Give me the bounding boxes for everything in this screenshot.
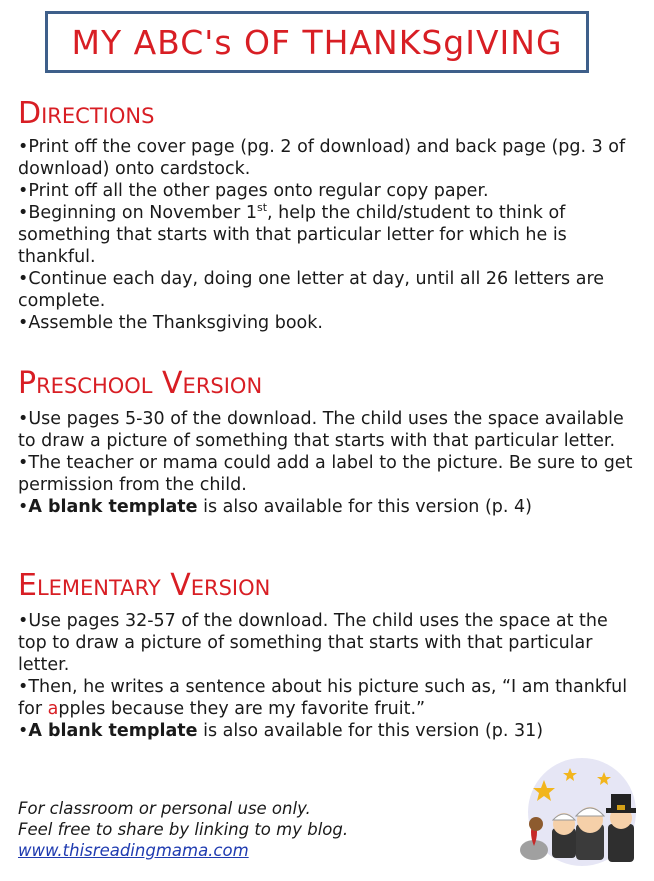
elementary-item-1: •Use pages 32-57 of the download. The child uses the space at the top to draw a picture of something that starts with that particular letter. — [18, 611, 608, 675]
preschool-list — [18, 408, 638, 518]
footer-line-2: Feel free to share by linking to my blog. — [18, 820, 349, 839]
directions-item-5: •Assemble the Thanksgiving book. — [18, 313, 323, 333]
preschool-item-2: •The teacher or mama could add a label to the picture. Be sure to get permission from the child. — [18, 453, 633, 495]
thanksgiving-pilgrims-illustration — [512, 758, 648, 870]
directions-item-4: •Continue each day, doing one letter at day, until all 26 letters are complete. — [18, 269, 605, 311]
blog-link[interactable]: www.thisreadingmama.com — [18, 841, 249, 860]
preschool-item-3: •A blank template is also available for this version (p. 4) — [18, 497, 532, 517]
elementary-item-2: •Then, he writes a sentence about his picture such as, “I am thankful for apples because they are my favorite fruit.” — [18, 677, 628, 719]
directions-list — [18, 136, 638, 334]
directions-heading: Directions — [18, 96, 155, 131]
page-title: MY ABC's OF THANKSgIVING — [71, 22, 563, 62]
elementary-heading: Elementary Version — [18, 568, 271, 603]
elementary-list — [18, 610, 638, 742]
elementary-item-3: •A blank template is also available for this version (p. 31) — [18, 721, 544, 741]
preschool-section — [18, 366, 638, 518]
preschool-heading: Preschool Version — [18, 366, 263, 401]
directions-section — [18, 96, 638, 334]
footer-line-1: For classroom or personal use only. — [18, 799, 311, 818]
directions-item-3: •Beginning on November 1st, help the child/student to think of something that starts with that particular letter for which he is thankful. — [18, 201, 567, 267]
directions-item-1: •Print off the cover page (pg. 2 of download) and back page (pg. 3 of download) onto cardstock. — [18, 137, 626, 179]
directions-item-2: •Print off all the other pages onto regular copy paper. — [18, 181, 489, 201]
footer — [18, 798, 348, 861]
title-box — [45, 11, 589, 73]
elementary-section — [18, 568, 638, 742]
preschool-item-1: •Use pages 5-30 of the download. The child uses the space available to draw a picture of something that starts with that particular letter. — [18, 409, 624, 451]
